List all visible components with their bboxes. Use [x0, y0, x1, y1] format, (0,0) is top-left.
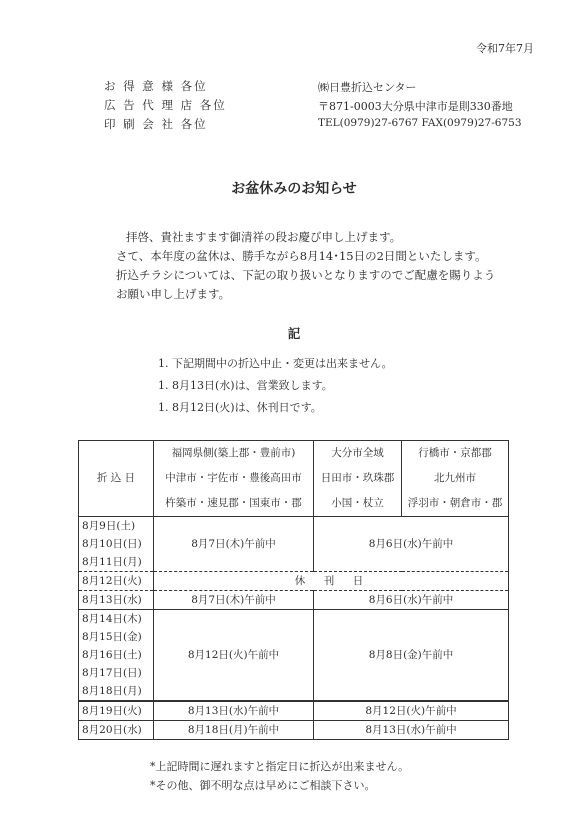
deadline-cell: 8月12日(火)午前中	[314, 701, 509, 721]
date-cell: 8月11日(月)	[79, 553, 154, 572]
table-row	[79, 572, 509, 591]
deadline-cell: 8月7日(木)午前中	[154, 517, 314, 572]
sender-address: 〒871-0003大分県中津市是則330番地	[318, 100, 513, 113]
recipient-line: お 得 意 様 各位	[104, 79, 208, 93]
date-cell: 8月15日(金)	[79, 628, 154, 646]
table-row	[79, 721, 509, 740]
deadline-cell: 8月6日(水)午前中	[314, 517, 509, 572]
date-cell: 8月18日(月)	[79, 682, 154, 701]
sender-company: ㈱日豊折込センター	[318, 81, 417, 94]
table-header-row	[79, 441, 509, 517]
issue-date: 令和7年7月	[476, 42, 534, 55]
recipient-line: 印 刷 会 社 各位	[104, 117, 208, 131]
table-row	[79, 591, 509, 610]
date-cell: 8月12日(火)	[79, 572, 154, 591]
holiday-cell: 休 刊 日	[154, 572, 509, 591]
sender-contact: TEL(0979)27-6767 FAX(0979)27-6753	[318, 117, 522, 129]
body-line: 折込チラシについては、下記の取り扱いとなりますのでご配慮を賜りよう	[116, 268, 496, 282]
deadline-cell: 8月6日(水)午前中	[314, 591, 509, 610]
header-col-oita: 大分市全域 日田市・玖珠郡 小国・杖立	[314, 441, 402, 517]
table-row	[79, 517, 509, 536]
deadline-cell: 8月12日(火)午前中	[154, 610, 314, 702]
body-line: お願い申し上げます。	[116, 287, 231, 301]
note-item: 1. 8月12日(火)は、休刊日です。	[158, 401, 322, 414]
deadline-cell: 8月8日(金)午前中	[314, 610, 509, 702]
note-item: 1. 8月13日(水)は、営業致します。	[158, 379, 333, 392]
date-cell: 8月17日(日)	[79, 664, 154, 682]
footnote: *上記時間に遅れますと指定日に折込が出来ません。	[150, 760, 410, 773]
date-cell: 8月16日(土)	[79, 646, 154, 664]
deadline-cell: 8月18日(月)午前中	[154, 721, 314, 740]
header-date-label: 折 込 日	[79, 441, 154, 517]
deadline-cell: 8月13日(水)午前中	[154, 701, 314, 721]
note-item: 1. 下記期間中の折込中止・変更は出来ません。	[158, 357, 393, 370]
ki-heading: 記	[287, 326, 301, 341]
recipient-line: 広 告 代 理 店 各位	[104, 98, 227, 112]
schedule-table	[78, 440, 509, 740]
deadline-cell: 8月13日(水)午前中	[314, 721, 509, 740]
table-row	[79, 610, 509, 629]
date-cell: 8月9日(土)	[79, 517, 154, 536]
page-title: お盆休みのお知らせ	[231, 181, 357, 197]
header-col-kitakyushu: 行橋市・京都郡 北九州市 浮羽市・朝倉市・郡	[402, 441, 509, 517]
body-line: さて、本年度の盆休は、勝手ながら8月14･15日の2日間といたします。	[116, 249, 487, 263]
body-line: 拝啓、貴社ますます御清祥の段お慶び申し上げます。	[126, 230, 402, 244]
footnote: *その他、御不明な点は早めにご相談下さい。	[150, 779, 376, 792]
date-cell: 8月10日(日)	[79, 535, 154, 553]
date-cell: 8月19日(火)	[79, 701, 154, 721]
date-cell: 8月20日(水)	[79, 721, 154, 740]
date-cell: 8月14日(木)	[79, 610, 154, 629]
header-col-fukuoka: 福岡県側(築上郡・豊前市) 中津市・宇佐市・豊後高田市 杵築市・速見郡・国東市・郡	[154, 441, 314, 517]
deadline-cell: 8月7日(木)午前中	[154, 591, 314, 610]
table-row	[79, 701, 509, 721]
date-cell: 8月13日(水)	[79, 591, 154, 610]
